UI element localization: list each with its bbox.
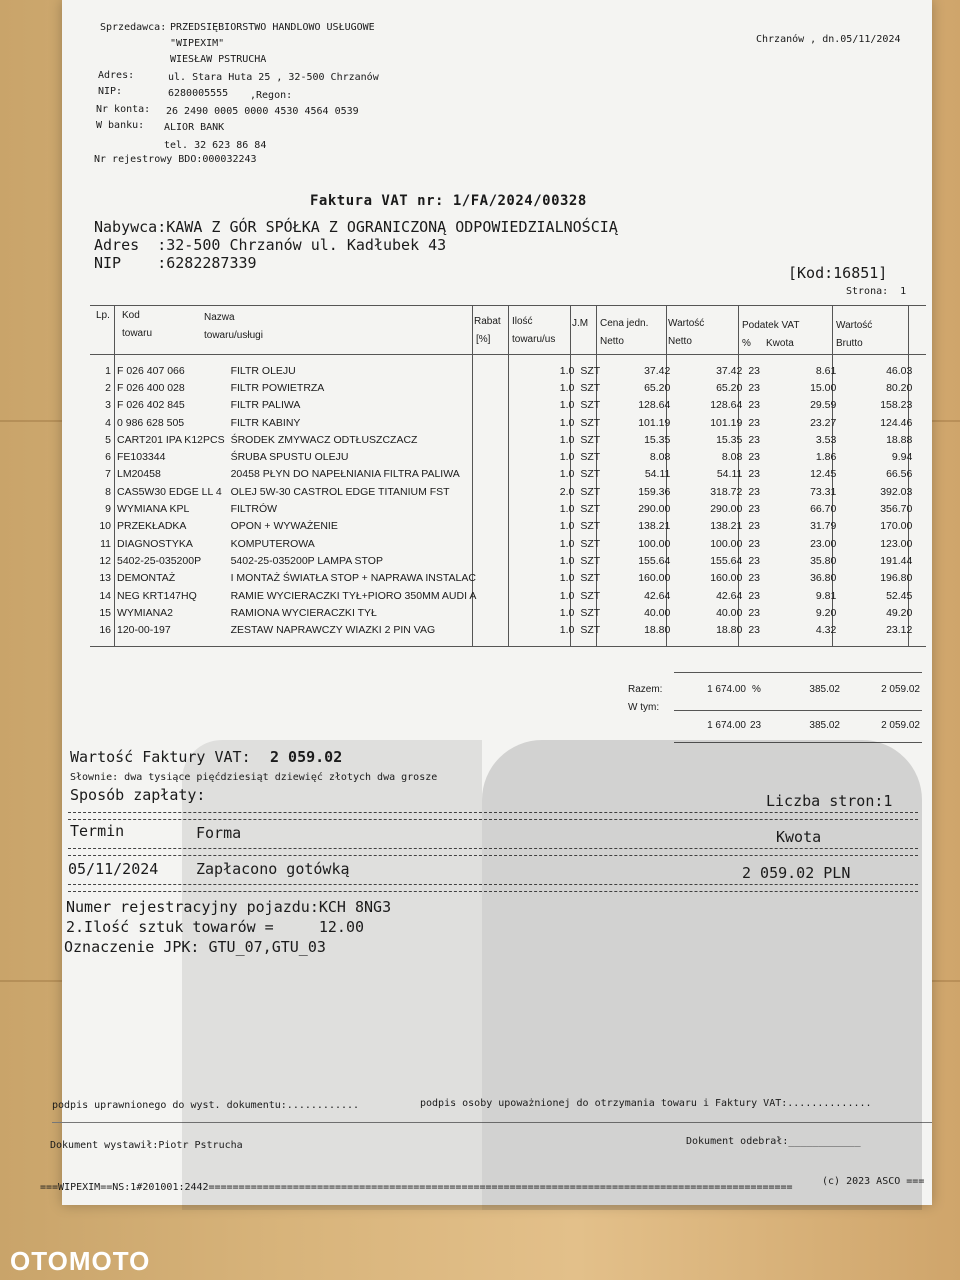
- table-row: [92, 535, 915, 552]
- table-row: [92, 500, 915, 517]
- cell-lp: 14: [99, 589, 111, 602]
- cell-vat: 23: [748, 572, 761, 585]
- buyer-nip: NIP :6282287339: [94, 254, 257, 272]
- bank-label: W banku:: [96, 120, 145, 131]
- cell-rabat: [479, 379, 515, 396]
- table-row: [92, 448, 915, 465]
- cell-vat: 23: [748, 433, 761, 446]
- cell-kod: LM20458: [117, 468, 161, 481]
- wtym-pct: 23: [750, 720, 762, 731]
- cell-brutto: 80.20: [886, 381, 913, 394]
- cell-cena: 138.21: [638, 520, 671, 533]
- wtym-kwota: 385.02: [809, 720, 840, 731]
- cell-vat: 23: [748, 624, 761, 637]
- cell-netto: 65.20: [716, 381, 743, 394]
- seller-nip: 6280005555: [168, 88, 229, 99]
- address-label: Adres:: [98, 70, 135, 81]
- cell-netto: 160.00: [710, 572, 743, 585]
- cell-nazwa: I MONTAŻ ŚWIATŁA STOP + NAPRAWA INSTALAC: [230, 572, 476, 585]
- cell-vat: 23: [748, 606, 761, 619]
- cell-cena: 155.64: [638, 554, 671, 567]
- cell-vat: 23: [748, 589, 761, 602]
- cell-nazwa: ZESTAW NAPRAWCZY WIAZKI 2 PIN VAG: [230, 624, 436, 637]
- cell-kod: F 026 400 028: [117, 381, 185, 394]
- cell-lp: 7: [105, 468, 111, 481]
- cell-lp: 8: [105, 485, 111, 498]
- cell-netto: 100.00: [710, 537, 743, 550]
- amount-in-words: Słownie: dwa tysiące pięćdziesiąt dziewięć złotych dwa grosze: [70, 772, 438, 783]
- form-label: Forma: [196, 824, 242, 842]
- cell-qty: 1.0: [559, 433, 575, 446]
- header-ilosc: Ilość: [512, 316, 533, 327]
- cell-kod: DEMONTAŻ: [117, 572, 176, 585]
- cell-cena: 15.35: [644, 433, 671, 446]
- cell-brutto: 9.94: [891, 451, 913, 464]
- table-row: [92, 397, 915, 414]
- cell-cena: 128.64: [638, 399, 671, 412]
- otomoto-watermark: OTOMOTO: [10, 1246, 151, 1276]
- cell-kwota: 9.20: [815, 606, 837, 619]
- cell-kwota: 31.79: [810, 520, 837, 533]
- cell-jm: SZT: [580, 468, 601, 481]
- footer-code-line: ===WIPEXIM==NS:1#201001:2442=================================================================================================: [40, 1182, 793, 1193]
- cell-lp: 15: [99, 606, 111, 619]
- cell-vat: 23: [748, 364, 761, 377]
- cell-nazwa: RAMIE WYCIERACZKI TYŁ+PIORO 350MM AUDI A: [230, 589, 477, 602]
- header-kod-2: towaru: [122, 328, 153, 339]
- table-row: [92, 483, 915, 500]
- table-bottom-line: [90, 646, 926, 647]
- invoice-title: Faktura VAT nr: 1/FA/2024/00328: [310, 193, 587, 209]
- cell-kwota: 8.61: [815, 364, 837, 377]
- cell-vat: 23: [748, 554, 761, 567]
- cell-lp: 3: [105, 399, 111, 412]
- cell-vat: 23: [748, 537, 761, 550]
- cell-kwota: 73.31: [810, 485, 837, 498]
- cell-qty: 1.0: [559, 520, 575, 533]
- signature-issuer: podpis uprawnionego do wyst. dokumentu:............: [52, 1100, 360, 1111]
- seller-name: PRZEDSIĘBIORSTWO HANDLOWO USŁUGOWE: [170, 22, 375, 33]
- page-count: Liczba stron:1: [766, 792, 893, 810]
- cell-brutto: 66.56: [886, 468, 913, 481]
- cell-kod: PRZEKŁADKA: [117, 520, 187, 533]
- cell-lp: 13: [99, 572, 111, 585]
- term-label: Termin: [70, 822, 125, 840]
- cell-netto: 290.00: [710, 503, 743, 516]
- seller-label: Sprzedawca:: [100, 22, 167, 33]
- cell-cena: 101.19: [638, 416, 671, 429]
- cell-qty: 1.0: [559, 468, 575, 481]
- cell-kod: WYMIANA2: [117, 606, 174, 619]
- invoice-value: 2 059.02: [270, 748, 343, 766]
- cell-lp: 16: [99, 624, 111, 637]
- cell-jm: SZT: [580, 554, 601, 567]
- cell-qty: 1.0: [559, 606, 575, 619]
- header-brutto-2: Brutto: [836, 338, 863, 349]
- buyer-name: Nabywca:KAWA Z GÓR SPÓŁKA Z OGRANICZONĄ ODPOWIEDZIALNOŚCIĄ: [94, 218, 618, 236]
- cell-lp: 5: [105, 433, 111, 446]
- cell-kwota: 9.81: [815, 589, 837, 602]
- cell-rabat: [479, 362, 515, 379]
- cell-qty: 1.0: [559, 572, 575, 585]
- payment-date: 05/11/2024: [68, 860, 159, 878]
- cell-kwota: 15.00: [810, 381, 837, 394]
- header-cena-2: Netto: [600, 336, 624, 347]
- cell-rabat: [479, 570, 515, 587]
- table-row: [92, 362, 915, 379]
- vehicle-registration: Numer rejestracyjny pojazdu:KCH 8NG3: [66, 898, 392, 916]
- header-kod: Kod: [122, 310, 140, 321]
- cell-vat: 23: [748, 399, 761, 412]
- cell-cena: 37.42: [644, 364, 671, 377]
- cell-kod: F 026 402 845: [117, 399, 185, 412]
- cell-kod: FE103344: [117, 451, 166, 464]
- cell-kwota: 3.53: [815, 433, 837, 446]
- cell-nazwa: FILTR PALIWA: [230, 399, 301, 412]
- cell-kwota: 35.80: [810, 554, 837, 567]
- cell-brutto: 46.03: [886, 364, 913, 377]
- cell-brutto: 23.12: [886, 624, 913, 637]
- table-row: [92, 466, 915, 483]
- cell-rabat: [479, 587, 515, 604]
- cell-nazwa: OLEJ 5W-30 CASTROL EDGE TITANIUM FST: [230, 485, 450, 498]
- cell-brutto: 124.46: [880, 416, 913, 429]
- cell-netto: 54.11: [716, 468, 743, 481]
- cell-jm: SZT: [580, 572, 601, 585]
- cell-brutto: 356.70: [880, 503, 913, 516]
- cell-cena: 65.20: [644, 381, 671, 394]
- table-row: [92, 587, 915, 604]
- table-row: [92, 379, 915, 396]
- cell-kod: 0 986 628 505: [117, 416, 185, 429]
- cell-rabat: [479, 500, 515, 517]
- cell-kod: NEG KRT147HQ: [117, 589, 197, 602]
- cell-lp: 10: [99, 520, 111, 533]
- seller-address: ul. Stara Huta 25 , 32-500 Chrzanów: [168, 72, 379, 83]
- cell-kod: DIAGNOSTYKA: [117, 537, 193, 550]
- cell-brutto: 196.80: [880, 572, 913, 585]
- copyright: (c) 2023 ASCO ===: [822, 1176, 925, 1187]
- cell-kod: WYMIANA KPL: [117, 503, 190, 516]
- header-lp: Lp.: [96, 310, 110, 321]
- cell-qty: 1.0: [559, 416, 575, 429]
- cell-vat: 23: [748, 468, 761, 481]
- jpk-codes: Oznaczenie JPK: GTU_07,GTU_03: [64, 938, 326, 956]
- place-date: Chrzanów , dn.05/11/2024: [756, 34, 901, 45]
- cell-qty: 1.0: [559, 537, 575, 550]
- cell-jm: SZT: [580, 381, 601, 394]
- invoice-paper: [40, 0, 932, 1205]
- cell-jm: SZT: [580, 589, 601, 602]
- cell-vat: 23: [748, 451, 761, 464]
- cell-netto: 155.64: [710, 554, 743, 567]
- cell-jm: SZT: [580, 624, 601, 637]
- amount-label: Kwota: [776, 828, 822, 846]
- signature-receiver: podpis osoby upoważnionej do otrzymania towaru i Faktury VAT:..............: [420, 1098, 872, 1109]
- cell-kwota: 66.70: [810, 503, 837, 516]
- cell-cena: 40.00: [644, 606, 671, 619]
- cell-vat: 23: [748, 485, 761, 498]
- cell-kod: 5402-25-035200P: [117, 554, 202, 567]
- cell-brutto: 158.23: [880, 399, 913, 412]
- header-nazwa-2: towaru/usługi: [204, 330, 263, 341]
- cell-nazwa: FILTR KABINY: [230, 416, 301, 429]
- cell-rabat: [479, 552, 515, 569]
- header-wartosc-2: Netto: [668, 336, 692, 347]
- cell-brutto: 52.45: [886, 589, 913, 602]
- nip-label: NIP:: [98, 86, 123, 97]
- cell-nazwa: KOMPUTEROWA: [230, 537, 315, 550]
- payment-amount: 2 059.02 PLN: [742, 864, 851, 882]
- cell-kod: CART201 IPA K12PCS: [117, 433, 225, 446]
- items-table: [92, 362, 915, 639]
- seller-tel: tel. 32 623 86 84: [164, 140, 267, 151]
- header-brutto: Wartość: [836, 320, 873, 331]
- seller-bdo: Nr rejestrowy BDO:000032243: [94, 154, 257, 165]
- wtym-netto: 1 674.00: [707, 720, 746, 731]
- cell-lp: 1: [105, 364, 111, 377]
- cell-netto: 8.08: [721, 451, 743, 464]
- cell-brutto: 123.00: [880, 537, 913, 550]
- cell-netto: 128.64: [710, 399, 743, 412]
- received-by: Dokument odebrał:____________: [686, 1136, 861, 1147]
- seller-name-3: WIESŁAW PSTRUCHA: [170, 54, 267, 65]
- cell-rabat: [479, 604, 515, 621]
- cell-kod: CAS5W30 EDGE LL 4: [117, 485, 222, 498]
- cell-kwota: 36.80: [810, 572, 837, 585]
- cell-brutto: 191.44: [880, 554, 913, 567]
- cell-brutto: 170.00: [880, 520, 913, 533]
- cell-nazwa: 20458 PŁYN DO NAPEŁNIANIA FILTRA PALIWA: [230, 468, 460, 481]
- item-count: 2.Ilość sztuk towarów = 12.00: [66, 918, 365, 936]
- cell-cena: 8.08: [649, 451, 671, 464]
- seller-account: 26 2490 0005 0000 4530 4564 0539: [166, 106, 359, 117]
- cell-jm: SZT: [580, 416, 601, 429]
- cell-vat: 23: [748, 503, 761, 516]
- cell-vat: 23: [748, 416, 761, 429]
- cell-kod: 120-00-197: [117, 624, 171, 637]
- header-nazwa: Nazwa: [204, 312, 235, 323]
- seller-name-2: "WIPEXIM": [170, 38, 225, 49]
- invoice-value-label: Wartość Faktury VAT:: [70, 748, 251, 766]
- cell-cena: 290.00: [638, 503, 671, 516]
- cell-jm: SZT: [580, 451, 601, 464]
- cell-rabat: [479, 621, 515, 638]
- cell-rabat: [479, 483, 515, 500]
- cell-vat: 23: [748, 520, 761, 533]
- seller-bank: ALIOR BANK: [164, 122, 225, 133]
- cell-netto: 42.64: [716, 589, 743, 602]
- cell-qty: 2.0: [559, 485, 575, 498]
- wtym-label: W tym:: [628, 702, 660, 713]
- cell-kwota: 12.45: [810, 468, 837, 481]
- cell-rabat: [479, 431, 515, 448]
- cell-nazwa: FILTR OLEJU: [230, 364, 296, 377]
- cell-jm: SZT: [580, 433, 601, 446]
- cell-nazwa: ŚRODEK ZMYWACZ ODTŁUSZCZACZ: [230, 433, 418, 446]
- cell-kwota: 1.86: [815, 451, 837, 464]
- cell-brutto: 49.20: [886, 606, 913, 619]
- cell-nazwa: OPON + WYWAŻENIE: [230, 520, 338, 533]
- cell-qty: 1.0: [559, 624, 575, 637]
- razem-kwota: 385.02: [809, 684, 840, 695]
- header-jm: J.M: [572, 318, 589, 329]
- cell-jm: SZT: [580, 399, 601, 412]
- cell-qty: 1.0: [559, 503, 575, 516]
- cell-qty: 1.0: [559, 399, 575, 412]
- cell-cena: 42.64: [644, 589, 671, 602]
- cell-rabat: [479, 448, 515, 465]
- cell-rabat: [479, 535, 515, 552]
- cell-cena: 18.80: [644, 624, 671, 637]
- table-row: [92, 431, 915, 448]
- cell-lp: 6: [105, 451, 111, 464]
- table-row: [92, 552, 915, 569]
- payment-form: Zapłacono gotówką: [196, 860, 350, 878]
- razem-label: Razem:: [628, 684, 663, 695]
- cell-kwota: 29.59: [810, 399, 837, 412]
- cell-rabat: [479, 397, 515, 414]
- issued-by: Dokument wystawił:Piotr Pstrucha: [50, 1140, 243, 1151]
- cell-jm: SZT: [580, 537, 601, 550]
- cell-jm: SZT: [580, 485, 601, 498]
- cell-netto: 138.21: [710, 520, 743, 533]
- cell-brutto: 18.88: [886, 433, 913, 446]
- header-vat: Podatek VAT: [742, 320, 800, 331]
- header-vat-kwota: Kwota: [766, 338, 794, 349]
- cell-qty: 1.0: [559, 364, 575, 377]
- cell-kwota: 4.32: [815, 624, 837, 637]
- cell-netto: 18.80: [716, 624, 743, 637]
- cell-qty: 1.0: [559, 554, 575, 567]
- buyer-code: [Kod:16851]: [788, 264, 888, 282]
- table-row: [92, 518, 915, 535]
- cell-jm: SZT: [580, 606, 601, 619]
- cell-rabat: [479, 414, 515, 431]
- table-row: [92, 414, 915, 431]
- regon-label: ,Regon:: [250, 90, 293, 101]
- cell-vat: 23: [748, 381, 761, 394]
- cell-qty: 1.0: [559, 381, 575, 394]
- cell-rabat: [479, 518, 515, 535]
- cell-netto: 37.42: [716, 364, 743, 377]
- account-label: Nr konta:: [96, 104, 151, 115]
- cell-qty: 1.0: [559, 451, 575, 464]
- cell-nazwa: FILTR POWIETRZA: [230, 381, 325, 394]
- razem-pct: %: [752, 684, 761, 695]
- page-number: Strona: 1: [846, 286, 907, 297]
- wtym-brutto: 2 059.02: [881, 720, 920, 731]
- cell-qty: 1.0: [559, 589, 575, 602]
- cell-netto: 318.72: [710, 485, 743, 498]
- cell-nazwa: FILTRÓW: [230, 503, 278, 516]
- table-row: [92, 604, 915, 621]
- cell-netto: 15.35: [716, 433, 743, 446]
- cell-cena: 159.36: [638, 485, 671, 498]
- buyer-address: Adres :32-500 Chrzanów ul. Kadłubek 43: [94, 236, 447, 254]
- razem-brutto: 2 059.02: [881, 684, 920, 695]
- payment-method-label: Sposób zapłaty:: [70, 786, 206, 804]
- cell-kwota: 23.27: [810, 416, 837, 429]
- header-vat-pct: %: [742, 338, 751, 349]
- cell-lp: 11: [100, 537, 111, 550]
- cell-kwota: 23.00: [810, 537, 837, 550]
- cell-brutto: 392.03: [880, 485, 913, 498]
- cell-rabat: [479, 466, 515, 483]
- cell-jm: SZT: [580, 364, 601, 377]
- cell-jm: SZT: [580, 520, 601, 533]
- header-rabat-2: [%]: [476, 334, 491, 345]
- cell-kod: F 026 407 066: [117, 364, 185, 377]
- cell-nazwa: 5402-25-035200P LAMPA STOP: [230, 554, 383, 567]
- table-row: [92, 570, 915, 587]
- cell-nazwa: ŚRUBA SPUSTU OLEJU: [230, 451, 349, 464]
- header-rabat: Rabat: [474, 316, 501, 327]
- header-wartosc: Wartość: [668, 318, 705, 329]
- cell-cena: 160.00: [638, 572, 671, 585]
- header-cena: Cena jedn.: [600, 318, 649, 329]
- cell-netto: 101.19: [710, 416, 743, 429]
- cell-jm: SZT: [580, 503, 601, 516]
- cell-lp: 9: [105, 503, 111, 516]
- razem-netto: 1 674.00: [707, 684, 746, 695]
- header-ilosc-2: towaru/us: [512, 334, 556, 345]
- cell-lp: 4: [105, 416, 111, 429]
- cell-netto: 40.00: [716, 606, 743, 619]
- cell-nazwa: RAMIONA WYCIERACZKI TYŁ: [230, 606, 377, 619]
- table-row: [92, 621, 915, 638]
- cell-cena: 100.00: [638, 537, 671, 550]
- cell-lp: 12: [99, 554, 111, 567]
- cell-cena: 54.11: [644, 468, 671, 481]
- cell-lp: 2: [105, 381, 111, 394]
- hand-shadow: [482, 740, 925, 1210]
